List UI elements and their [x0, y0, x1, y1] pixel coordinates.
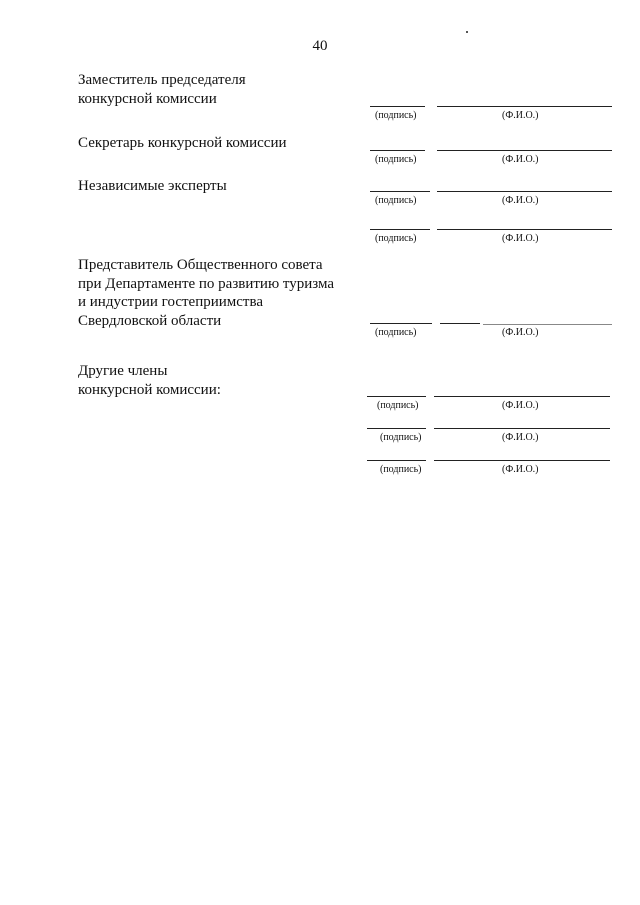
name-line	[437, 191, 612, 192]
signature-line	[367, 460, 426, 461]
name-caption: (Ф.И.О.)	[502, 154, 539, 165]
signature-caption: (подпись)	[375, 233, 417, 244]
name-line-segment	[440, 323, 480, 324]
role-line: Независимые эксперты	[78, 178, 227, 194]
name-caption: (Ф.И.О.)	[502, 233, 539, 244]
name-caption: (Ф.И.О.)	[502, 432, 539, 443]
signature-caption: (подпись)	[380, 432, 422, 443]
name-line	[434, 460, 610, 461]
name-caption: (Ф.И.О.)	[502, 195, 539, 206]
name-line	[437, 150, 612, 151]
signature-caption: (подпись)	[375, 154, 417, 165]
signature-line	[370, 229, 430, 230]
signature-line	[370, 323, 432, 324]
role-experts	[78, 177, 227, 196]
name-caption: (Ф.И.О.)	[502, 464, 539, 475]
role-line: конкурсной комиссии	[78, 90, 217, 107]
scan-dot	[466, 31, 468, 33]
signature-caption: (подпись)	[375, 110, 417, 121]
role-line: Свердловской области	[78, 312, 222, 329]
signature-caption: (подпись)	[375, 327, 417, 338]
role-secretary	[78, 134, 287, 153]
role-other-members	[78, 362, 221, 399]
signature-caption: (подпись)	[380, 464, 422, 475]
signature-line	[367, 396, 426, 397]
name-line	[434, 428, 610, 429]
name-caption: (Ф.И.О.)	[502, 327, 539, 338]
role-line: Представитель Общественного совета	[78, 257, 323, 273]
role-line: при Департаменте по развитию туризма	[78, 275, 335, 292]
name-caption: (Ф.И.О.)	[502, 110, 539, 121]
page-number: 40	[312, 38, 328, 54]
signature-line	[370, 191, 430, 192]
name-line-faint	[483, 324, 612, 325]
role-line: и индустрии гостеприимства	[78, 294, 264, 310]
role-line: конкурсной комиссии:	[78, 381, 221, 398]
signature-caption: (подпись)	[375, 195, 417, 206]
name-line	[437, 106, 612, 107]
signature-line	[370, 150, 425, 151]
name-line	[437, 229, 612, 230]
signature-caption: (подпись)	[377, 400, 419, 411]
role-line: Другие члены	[78, 363, 168, 379]
signature-line	[370, 106, 425, 107]
name-line	[434, 396, 610, 397]
role-deputy-chairman	[78, 71, 246, 108]
role-public-council	[78, 256, 334, 330]
signature-line	[367, 428, 426, 429]
name-caption: (Ф.И.О.)	[502, 400, 539, 411]
role-line: Заместитель председателя	[78, 72, 246, 88]
role-line: Секретарь конкурсной комиссии	[78, 135, 287, 151]
